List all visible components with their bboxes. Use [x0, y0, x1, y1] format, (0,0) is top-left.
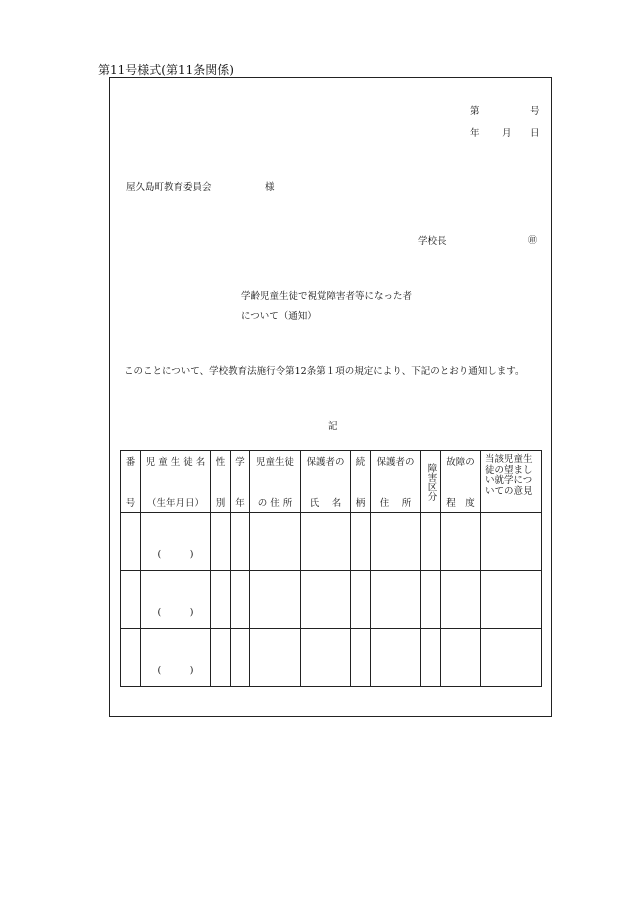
cell-disability-degree[interactable]: [441, 571, 481, 629]
date-month-label: 月: [502, 128, 512, 139]
seal-mark: ㊞: [528, 236, 538, 246]
header-student-name: [141, 451, 211, 513]
cell-relationship[interactable]: [351, 571, 371, 629]
cell-grade[interactable]: [231, 629, 250, 687]
form-title: 第11号様式(第11条関係): [98, 63, 234, 77]
table-row: [121, 571, 542, 629]
cell-student-address[interactable]: [250, 629, 301, 687]
header-name-top: 児 童 生 徒 名: [145, 457, 206, 468]
addressee-honorific: 様: [265, 182, 275, 193]
cell-grade[interactable]: [231, 513, 250, 571]
cell-disability-degree[interactable]: [441, 629, 481, 687]
cell-student-address[interactable]: [250, 571, 301, 629]
header-name-bottom: （生年月日）: [146, 498, 204, 509]
student-table: [120, 450, 542, 687]
header-relation-bottom: 柄: [355, 498, 366, 509]
table-header-row: [121, 451, 542, 513]
header-address-top: 児童生徒: [255, 457, 294, 468]
header-relationship: [351, 451, 371, 513]
header-opinion: [481, 451, 542, 513]
cell-number[interactable]: [121, 571, 141, 629]
cell-number[interactable]: [121, 629, 141, 687]
subject-line-1: 学齢児童生徒で視覚障害者等になった者: [241, 291, 413, 302]
header-grade-top: 学: [235, 457, 245, 468]
header-sex-top: 性: [215, 457, 226, 468]
form-frame: [109, 77, 552, 717]
cell-relationship[interactable]: [351, 513, 371, 571]
date-day-label: 日: [530, 128, 540, 139]
cell-student-name[interactable]: [141, 571, 211, 629]
header-guardian-address-bottom: 住 所: [379, 498, 412, 509]
cell-disability-type[interactable]: [421, 629, 441, 687]
header-opinion-line-4: いての意見: [485, 485, 533, 497]
header-opinion-line-3: い就学につ: [485, 475, 533, 486]
table-row: [121, 629, 542, 687]
header-student-address: [250, 451, 301, 513]
header-guardian-name-bottom: 氏 名: [309, 498, 342, 509]
cell-sex[interactable]: [211, 571, 231, 629]
header-sex-bottom: 別: [215, 498, 226, 509]
header-guardian-address-top: 保護者の: [376, 457, 415, 468]
header-disability-type: [421, 451, 441, 513]
header-grade-bottom: 年: [235, 498, 245, 509]
table-row: [121, 513, 542, 571]
subject-line-2: について（通知）: [241, 311, 317, 322]
header-address-bottom: の 住 所: [257, 498, 293, 509]
cell-relationship[interactable]: [351, 629, 371, 687]
ki-heading: 記: [328, 421, 338, 432]
document-number-suffix: 号: [530, 106, 540, 117]
header-degree-top: 故障の: [446, 457, 475, 468]
cell-student-name[interactable]: [141, 513, 211, 571]
header-guardian-name: [301, 451, 351, 513]
header-number-bottom: 号: [125, 498, 136, 509]
header-opinion-line-2: 徒の望まし: [485, 464, 533, 476]
header-degree-bottom: 程 度: [446, 498, 475, 509]
header-opinion-line-1: 当該児童生: [485, 454, 533, 465]
cell-student-address[interactable]: [250, 513, 301, 571]
cell-sex[interactable]: [211, 513, 231, 571]
header-number-top: 番: [125, 457, 136, 468]
sender-title: 学校長: [418, 236, 447, 247]
document-number-label: 第: [470, 106, 480, 117]
cell-disability-degree[interactable]: [441, 513, 481, 571]
cell-opinion[interactable]: [481, 629, 542, 687]
cell-disability-type[interactable]: [421, 513, 441, 571]
cell-guardian-name[interactable]: [301, 629, 351, 687]
cell-guardian-name[interactable]: [301, 571, 351, 629]
birthdate-parentheses: ( ): [157, 665, 194, 676]
cell-student-name[interactable]: [141, 629, 211, 687]
header-guardian-address: [371, 451, 421, 513]
body-text: このことについて、学校教育法施行令第12条第１項の規定により、下記のとおり通知します。: [124, 366, 525, 377]
header-number: [121, 451, 141, 513]
birthdate-parentheses: ( ): [157, 607, 194, 618]
cell-guardian-address[interactable]: [371, 629, 421, 687]
cell-opinion[interactable]: [481, 571, 542, 629]
header-disability-degree: [441, 451, 481, 513]
date-year-label: 年: [470, 128, 480, 139]
birthdate-parentheses: ( ): [157, 549, 194, 560]
cell-sex[interactable]: [211, 629, 231, 687]
addressee-name: 屋久島町教育委員会: [126, 182, 212, 193]
header-sex: [211, 451, 231, 513]
cell-guardian-address[interactable]: [371, 513, 421, 571]
cell-guardian-address[interactable]: [371, 571, 421, 629]
header-grade: [231, 451, 250, 513]
cell-grade[interactable]: [231, 571, 250, 629]
cell-number[interactable]: [121, 513, 141, 571]
header-guardian-name-top: 保護者の: [306, 457, 345, 468]
header-disability-type-text: 障害区分: [425, 463, 437, 501]
header-relation-top: 続: [355, 457, 366, 468]
cell-disability-type[interactable]: [421, 571, 441, 629]
cell-opinion[interactable]: [481, 513, 542, 571]
cell-guardian-name[interactable]: [301, 513, 351, 571]
